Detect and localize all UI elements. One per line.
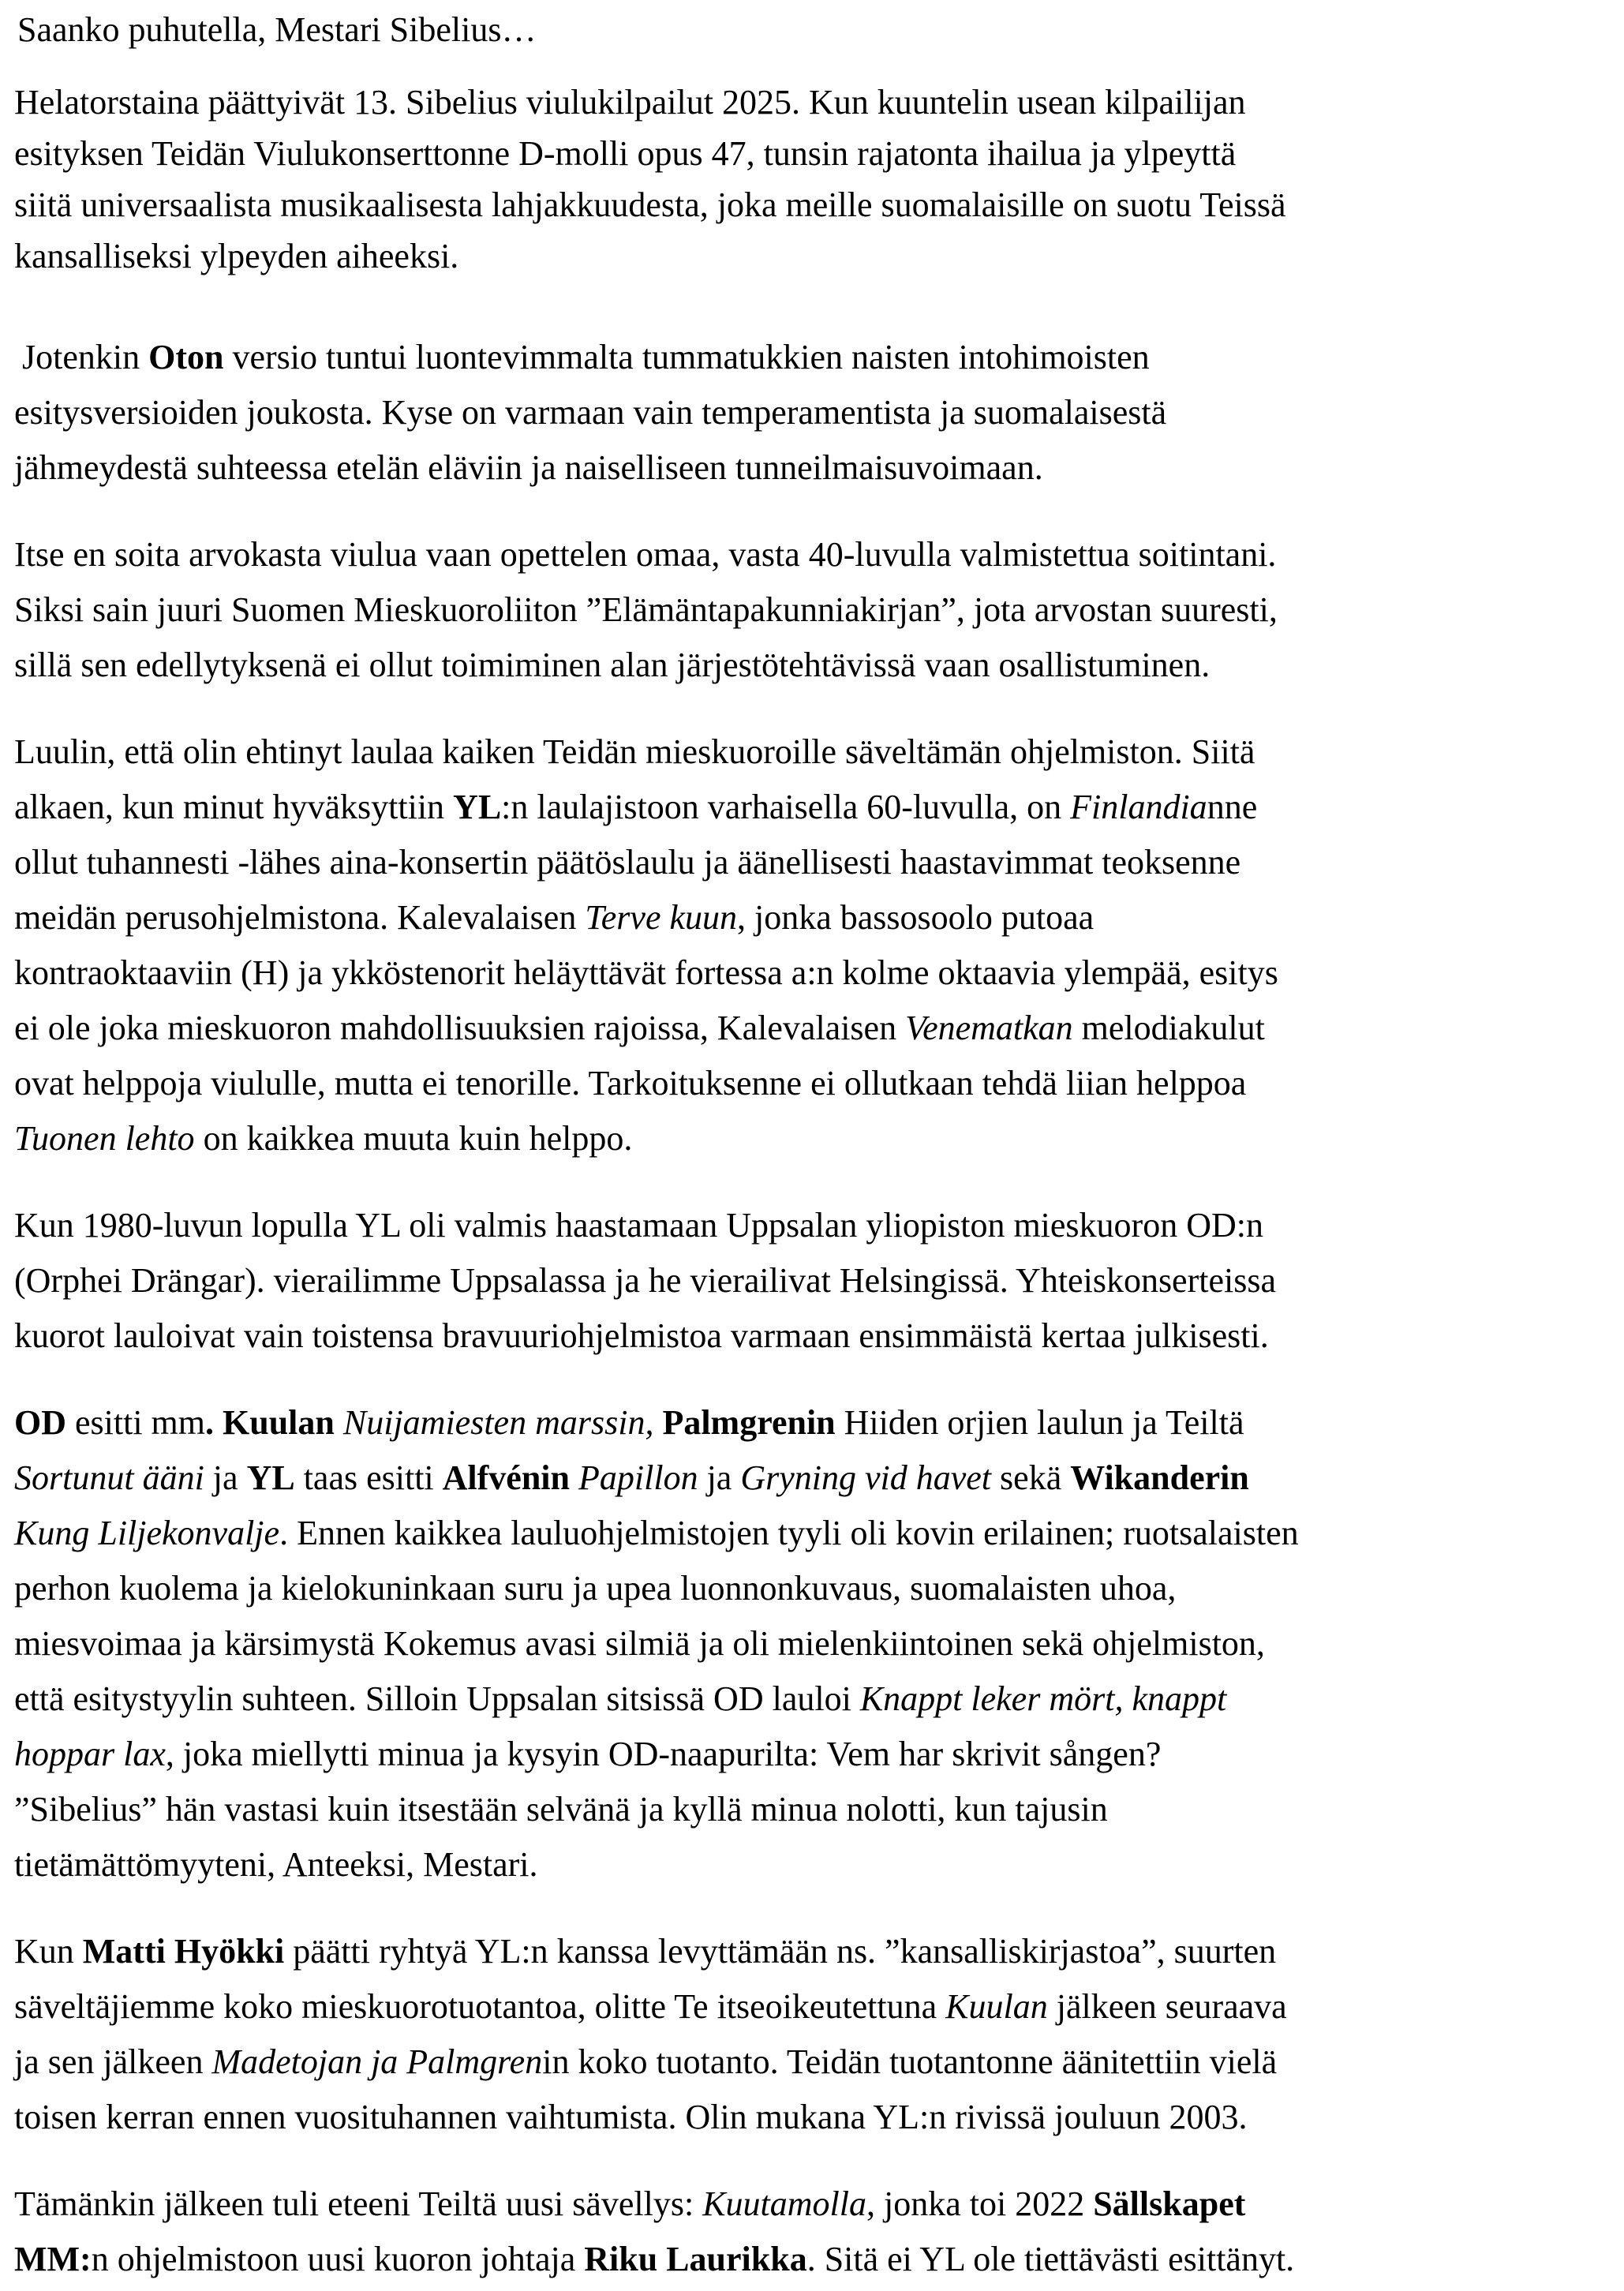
paragraph-6-line-8: ”Sibelius” hän vastasi kuin itsestään selvänä ja kyllä minua nolotti, kun tajusin [14, 1790, 1108, 1829]
paragraph-4-line-3: ollut tuhannesti -lähes aina-konsertin päätöslaulu ja äänellisesti haastavimmat teoksenne [14, 843, 1241, 882]
paragraph-6-line-2: Sortunut ääni ja YL taas esitti Alfvénin Papillon ja Gryning vid havet sekä Wikanderin [14, 1458, 1249, 1497]
paragraph-6-line-1: OD esitti mm. Kuulan Nuijamiesten marssin, Palmgrenin Hiiden orjien laulun ja Teiltä [14, 1403, 1244, 1442]
paragraph-7-line-1: Kun Matti Hyökki päätti ryhtyä YL:n kanssa levyttämään ns. ”kansalliskirjastoa”, suurten [14, 1932, 1277, 1971]
paragraph-1-line-1: Helatorstaina päättyivät 13. Sibelius viulukilpailut 2025. Kun kuuntelin usean kilpailijan [14, 83, 1246, 122]
paragraph-2-line-3: jähmeydestä suhteessa etelän eläviin ja naiselliseen tunneilmaisuvoimaan. [14, 448, 1043, 487]
paragraph-2-line-2: esitysversioiden joukosta. Kyse on varmaan vain temperamentista ja suomalaisestä [14, 393, 1167, 432]
paragraph-7-line-4: toisen kerran ennen vuosituhannen vaihtumista. Olin mukana YL:n rivissä jouluun 2003. [14, 2098, 1248, 2136]
paragraph-4-line-6: ei ole joka mieskuoron mahdollisuuksien rajoissa, Kalevalaisen Venematkan melodiakulut [14, 1009, 1265, 1047]
paragraph-6-line-6: että esitystyylin suhteen. Silloin Uppsalan sitsissä OD lauloi Knappt leker mört, knappt [14, 1679, 1227, 1718]
paragraph-4-line-7: ovat helppoja viululle, mutta ei tenorille. Tarkoituksenne ei ollutkaan tehdä liian helppoa [14, 1064, 1247, 1102]
paragraph-6-line-9: tietämättömyyteni, Anteeksi, Mestari. [14, 1845, 538, 1884]
paragraph-3-line-3: sillä sen edellytyksenä ei ollut toimiminen alan järjestötehtävissä vaan osallistuminen. [14, 646, 1211, 684]
paragraph-1-line-4: kansalliseksi ylpeyden aiheeksi. [14, 237, 459, 275]
paragraph-7-line-2: säveltäjiemme koko mieskuorotuotantoa, olitte Te itseoikeutettuna Kuulan jälkeen seuraava [14, 1987, 1287, 2026]
paragraph-6-line-4: perhon kuolema ja kielokuninkaan suru ja upea luonnonkuvaus, suomalaisten uhoa, [14, 1569, 1177, 1608]
paragraph-1-line-3: siitä universaalista musikaalisesta lahjakkuudesta, joka meille suomalaisille on suotu Teissä [14, 185, 1286, 224]
paragraph-5-line-2: (Orphei Drängar). vierailimme Uppsalassa ja he vierailivat Helsingissä. Yhteiskonserteissa [14, 1261, 1276, 1300]
paragraph-3-line-2: Siksi sain juuri Suomen Mieskuoroliiton ”Elämäntapakunniakirjan”, jota arvostan suuresti, [14, 590, 1278, 629]
paragraph-4-line-2: alkaen, kun minut hyväksyttiin YL:n laulajistoon varhaisella 60-luvulla, on Finlandianne [14, 788, 1258, 826]
paragraph-4-line-4: meidän perusohjelmistona. Kalevalaisen Terve kuun, jonka bassosoolo putoaa [14, 898, 1095, 937]
paragraph-7-line-3: ja sen jälkeen Madetojan ja Palmgrenin koko tuotanto. Teidän tuotantonne äänitettiin vielä [14, 2042, 1278, 2081]
paragraph-6-line-7: hoppar lax, joka miellytti minua ja kysyin OD-naapurilta: Vem har skrivit sången? [14, 1735, 1162, 1773]
paragraph-1-line-2: esityksen Teidän Viulukonserttonne D-molli opus 47, tunsin rajatonta ihailua ja ylpeyttä [14, 134, 1237, 173]
paragraph-4-line-1: Luulin, että olin ehtinyt laulaa kaiken Teidän mieskuoroille säveltämän ohjelmiston. Siitä [14, 732, 1255, 771]
paragraph-6-line-3: Kung Liljekonvalje. Ennen kaikkea lauluohjelmistojen tyyli oli kovin erilainen; ruotsalaisten [14, 1514, 1299, 1552]
paragraph-5-line-1: Kun 1980-luvun lopulla YL oli valmis haastamaan Uppsalan yliopiston mieskuoron OD:n [14, 1206, 1263, 1245]
document-heading: Saanko puhutella, Mestari Sibelius… [17, 10, 537, 49]
paragraph-8-line-2: MM:n ohjelmistoon uusi kuoron johtaja Riku Laurikka. Sitä ei YL ole tiettävästi esittänyt. [14, 2240, 1295, 2278]
paragraph-4-line-8: Tuonen lehto on kaikkea muuta kuin helppo. [14, 1119, 633, 1158]
name-oton: Oton [148, 338, 224, 376]
paragraph-5-line-3: kuorot lauloivat vain toistensa bravuuriohjelmistoa varmaan ensimmäistä kertaa julkisesti. [14, 1316, 1269, 1355]
paragraph-4-line-5: kontraoktaaviin (H) ja ykköstenorit heläyttävät fortessa a:n kolme oktaavia ylempää, esitys [14, 953, 1278, 992]
paragraph-6-line-5: miesvoimaa ja kärsimystä Kokemus avasi silmiä ja oli mielenkiintoinen sekä ohjelmiston, [14, 1624, 1265, 1663]
paragraph-2-line-1: Jotenkin Oton versio tuntui luontevimmalta tummatukkien naisten intohimoisten [22, 338, 1150, 376]
paragraph-3-line-1: Itse en soita arvokasta viulua vaan opettelen omaa, vasta 40-luvulla valmistettua soitintani. [14, 535, 1277, 574]
paragraph-8-line-1: Tämänkin jälkeen tuli eteeni Teiltä uusi sävellys: Kuutamolla, jonka toi 2022 Sällskapet [14, 2184, 1246, 2223]
